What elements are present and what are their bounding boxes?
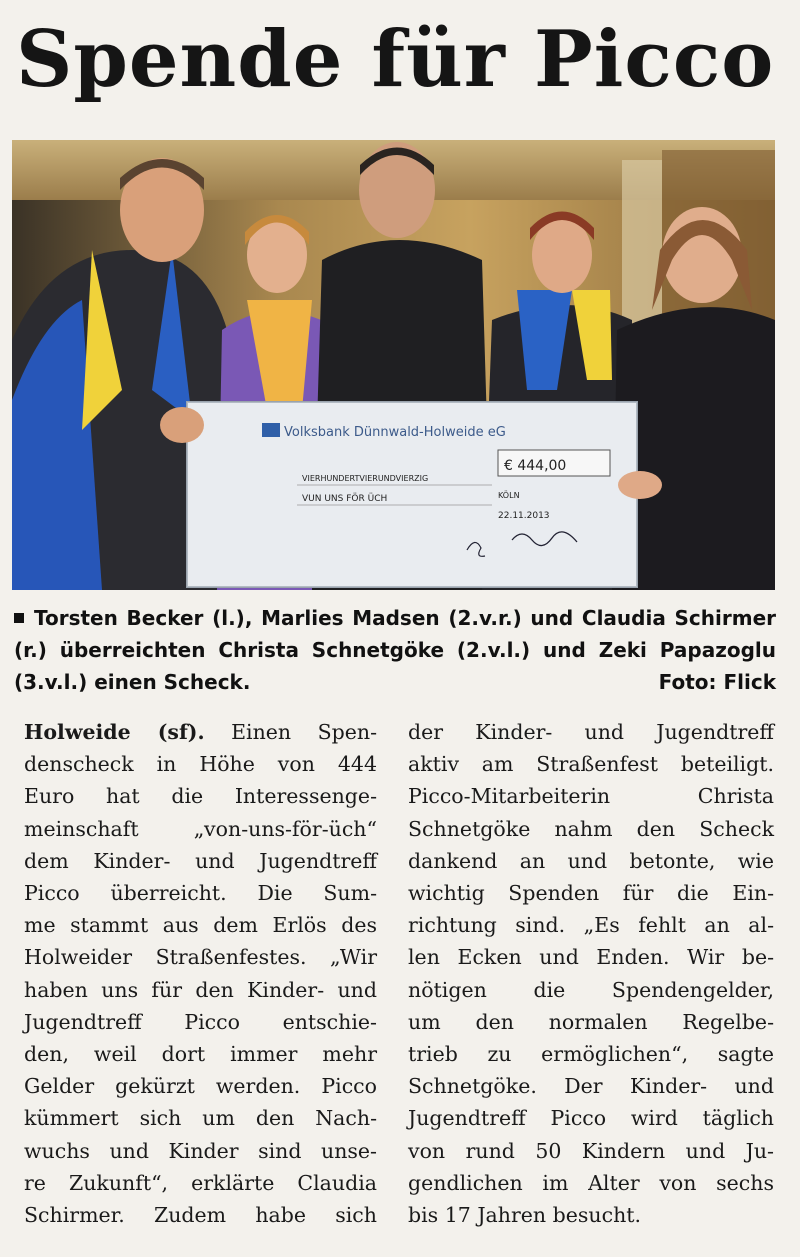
body-line: kümmert sich um den Nach- <box>24 1106 377 1131</box>
body-line: wichtig Spenden für die Ein- <box>408 881 774 906</box>
body-line: aktiv am Straßenfest beteiligt. <box>408 752 774 777</box>
body-line: Gelder gekürzt werden. Picco <box>24 1074 377 1099</box>
body-line: Euro hat die Interessenge- <box>24 784 377 809</box>
body-line: Picco überreicht. Die Sum- <box>24 881 377 906</box>
body-line: dem Kinder- und Jugendtreff <box>24 848 377 873</box>
headline: Spende für Picco <box>16 14 775 105</box>
body-line: Jugendtreff Picco wird täglich <box>408 1106 774 1131</box>
bank-logo-icon <box>262 423 280 437</box>
body-line: von rund 50 Kindern und Ju- <box>408 1138 774 1163</box>
body-line: wuchs und Kinder sind unse- <box>24 1138 377 1163</box>
hand-left <box>160 407 204 443</box>
body-line: den, weil dort immer mehr <box>24 1042 377 1067</box>
body-line: haben uns für den Kinder- und <box>24 977 377 1002</box>
body-line: dankend an und betonte, wie <box>408 848 774 873</box>
photo <box>12 140 775 590</box>
caption-bullet <box>14 613 24 623</box>
body-line: trieb zu ermöglichen“, sagte <box>408 1042 774 1067</box>
dateline: Holweide (sf). <box>24 720 205 744</box>
body-line: meinschaft „von-uns-för-üch“ <box>24 816 377 841</box>
cheque-amount-words: VIERHUNDERTVIERUNDVIERZIG <box>302 474 429 483</box>
cheque-bank-name: Volksbank Dünnwald-Holweide eG <box>284 425 506 440</box>
body-column-right <box>408 716 774 1231</box>
body-line: re Zukunft“, erklärte Claudia <box>24 1170 377 1195</box>
body-line: der Kinder- und Jugendtreff <box>408 720 774 744</box>
body-line: len Ecken und Enden. Wir be- <box>408 945 774 970</box>
body-line: Schnetgöke. Der Kinder- und <box>408 1074 774 1099</box>
body-line: Jugendtreff Picco entschie- <box>24 1009 377 1034</box>
body-line: gendlichen im Alter von sechs <box>408 1170 774 1195</box>
body-line: Picco-Mitarbeiterin Christa <box>408 784 774 809</box>
cheque <box>187 402 637 587</box>
body-line: bis 17 Jahren besucht. <box>408 1203 642 1228</box>
cheque-date: 22.11.2013 <box>498 511 550 521</box>
cheque-city: KÖLN <box>498 491 520 500</box>
photo-credit: Foto: Flick <box>658 670 776 694</box>
body-line: um den normalen Regelbe- <box>408 1009 774 1034</box>
body-line: nötigen die Spendengelder, <box>408 977 774 1002</box>
body-column-left <box>24 716 377 1231</box>
body-line: Schnetgöke nahm den Scheck <box>408 816 774 841</box>
cheque-payee: VUN UNS FÖR ÜCH <box>302 494 388 504</box>
body-line: Holweider Straßenfestes. „Wir <box>24 945 377 970</box>
body-line: Holweide (sf). Einen Spen- <box>24 720 377 744</box>
hand-right <box>618 471 662 499</box>
body-line: denscheck in Höhe von 444 <box>24 752 377 777</box>
body-line: me stammt aus dem Erlös des <box>24 913 377 938</box>
body-line: Schirmer. Zudem habe sich <box>24 1203 377 1228</box>
photo-caption <box>14 602 776 698</box>
caption-text: Torsten Becker (l.), Marlies Madsen (2.v.r.) und Claudia Schirmer (r.) überreichten Christa Schnetgöke (2.v.l.) und Zeki Papazoglu (3.v.l.) einen Scheck. <box>14 606 776 694</box>
body-line: richtung sind. „Es fehlt an al- <box>408 913 774 938</box>
cheque-amount: € 444,00 <box>504 458 567 474</box>
